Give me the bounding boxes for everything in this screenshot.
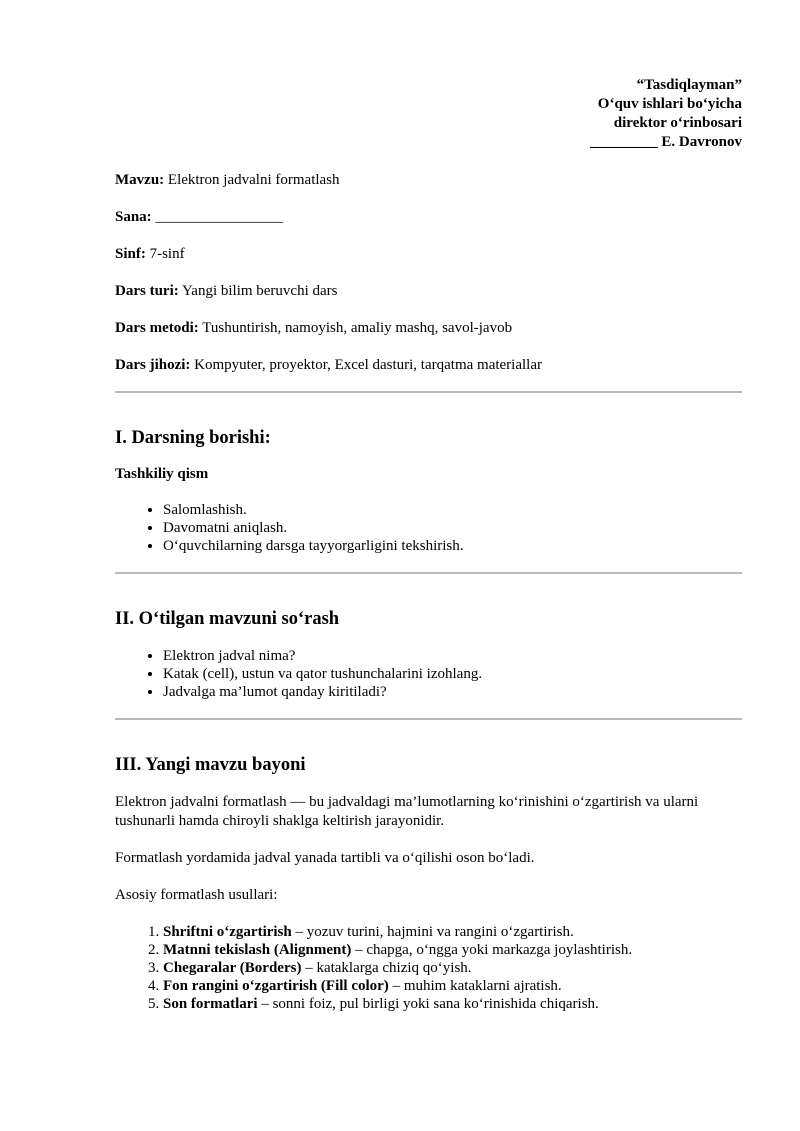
list-item: • Jadvalga ma’lumot qanday kiritiladi? — [163, 683, 742, 701]
field-dars-turi — [115, 282, 742, 301]
field-label: Dars turi: — [115, 283, 179, 299]
item-term: Chegaralar (Borders) — [163, 960, 302, 976]
field-value: 7-sinf — [149, 246, 185, 262]
list-item: • Elektron jadval nima? — [163, 647, 742, 665]
methods-list — [115, 923, 742, 1013]
paragraph: Asosiy formatlash usullari: — [115, 887, 278, 903]
section-subtitle: Tashkiliy qism — [115, 466, 209, 482]
item-term: Shriftni o‘zgartirish — [163, 924, 292, 940]
paragraph: Formatlash yordamida jadval yanada tartibli va o‘qilishi oson bo‘ladi. — [115, 850, 535, 866]
list-item: • O‘quvchilarning darsga tayyorgarligini tekshirish. — [163, 537, 742, 555]
field-sinf — [115, 245, 742, 264]
paragraph: Elektron jadvalni formatlash — bu jadvaldagi ma’lumotlarning ko‘rinishini o‘zgartirish va ularni tushunarli hamda chiroyli shaklga keltirish jarayonidir. — [115, 794, 699, 829]
item-description: – kataklarga chiziq qo‘yish. — [301, 960, 472, 976]
section-title: II. O‘tilgan mavzuni so‘rash — [115, 609, 340, 629]
divider — [115, 391, 742, 393]
field-label: Dars jihozi: — [115, 357, 191, 373]
item-term: Fon rangini o‘zgartirish (Fill color) — [163, 978, 389, 994]
approval-block — [115, 76, 742, 152]
list-item: • Katak (cell), ustun va qator tushunchalarini izohlang. — [163, 665, 742, 683]
bullet-list — [115, 501, 742, 555]
item-description: – sonni foiz, pul birligi yoki sana ko‘rinishida chiqarish. — [257, 996, 599, 1012]
approval-role: direktor o‘rinbosari — [613, 115, 742, 131]
divider — [115, 718, 742, 720]
approval-signature: _________ E. Davronov — [590, 134, 742, 150]
list-item — [163, 977, 742, 995]
section-title: I. Darsning borishi: — [115, 428, 271, 448]
field-label: Dars metodi: — [115, 320, 199, 336]
field-mavzu — [115, 171, 742, 190]
approval-title: “Tasdiqlayman” — [636, 77, 742, 93]
field-value: Kompyuter, proyektor, Excel dasturi, tarqatma materiallar — [194, 357, 542, 373]
field-value: Tushuntirish, namoyish, amaliy mashq, savol-javob — [202, 320, 513, 336]
list-item — [163, 959, 742, 977]
field-label: Sinf: — [115, 246, 146, 262]
field-value: Elektron jadvalni formatlash — [167, 172, 340, 188]
item-term: Matnni tekislash (Alignment) — [163, 942, 352, 958]
field-label: Sana: — [115, 209, 152, 225]
section-title: III. Yangi mavzu bayoni — [115, 755, 306, 775]
field-label: Mavzu: — [115, 172, 165, 188]
list-item — [163, 995, 742, 1013]
field-value: Yangi bilim beruvchi dars — [181, 283, 338, 299]
field-value: _________________ — [155, 209, 283, 225]
field-sana — [115, 208, 742, 227]
item-description: – chapga, o‘ngga yoki markazga joylashtirish. — [351, 942, 633, 958]
list-item: • Davomatni aniqlash. — [163, 519, 742, 537]
document-page — [115, 76, 742, 1013]
bullet-list — [115, 647, 742, 701]
divider — [115, 572, 742, 574]
item-term: Son formatlari — [163, 996, 258, 1012]
approval-position: O‘quv ishlari bo‘yicha — [597, 96, 742, 112]
list-item — [163, 941, 742, 959]
list-item — [163, 923, 742, 941]
item-description: – muhim kataklarni ajratish. — [388, 978, 562, 994]
field-dars-metodi — [115, 319, 742, 338]
item-description: – yozuv turini, hajmini va rangini o‘zgartirish. — [291, 924, 574, 940]
field-dars-jihozi — [115, 356, 742, 375]
list-item: • Salomlashish. — [163, 501, 742, 519]
